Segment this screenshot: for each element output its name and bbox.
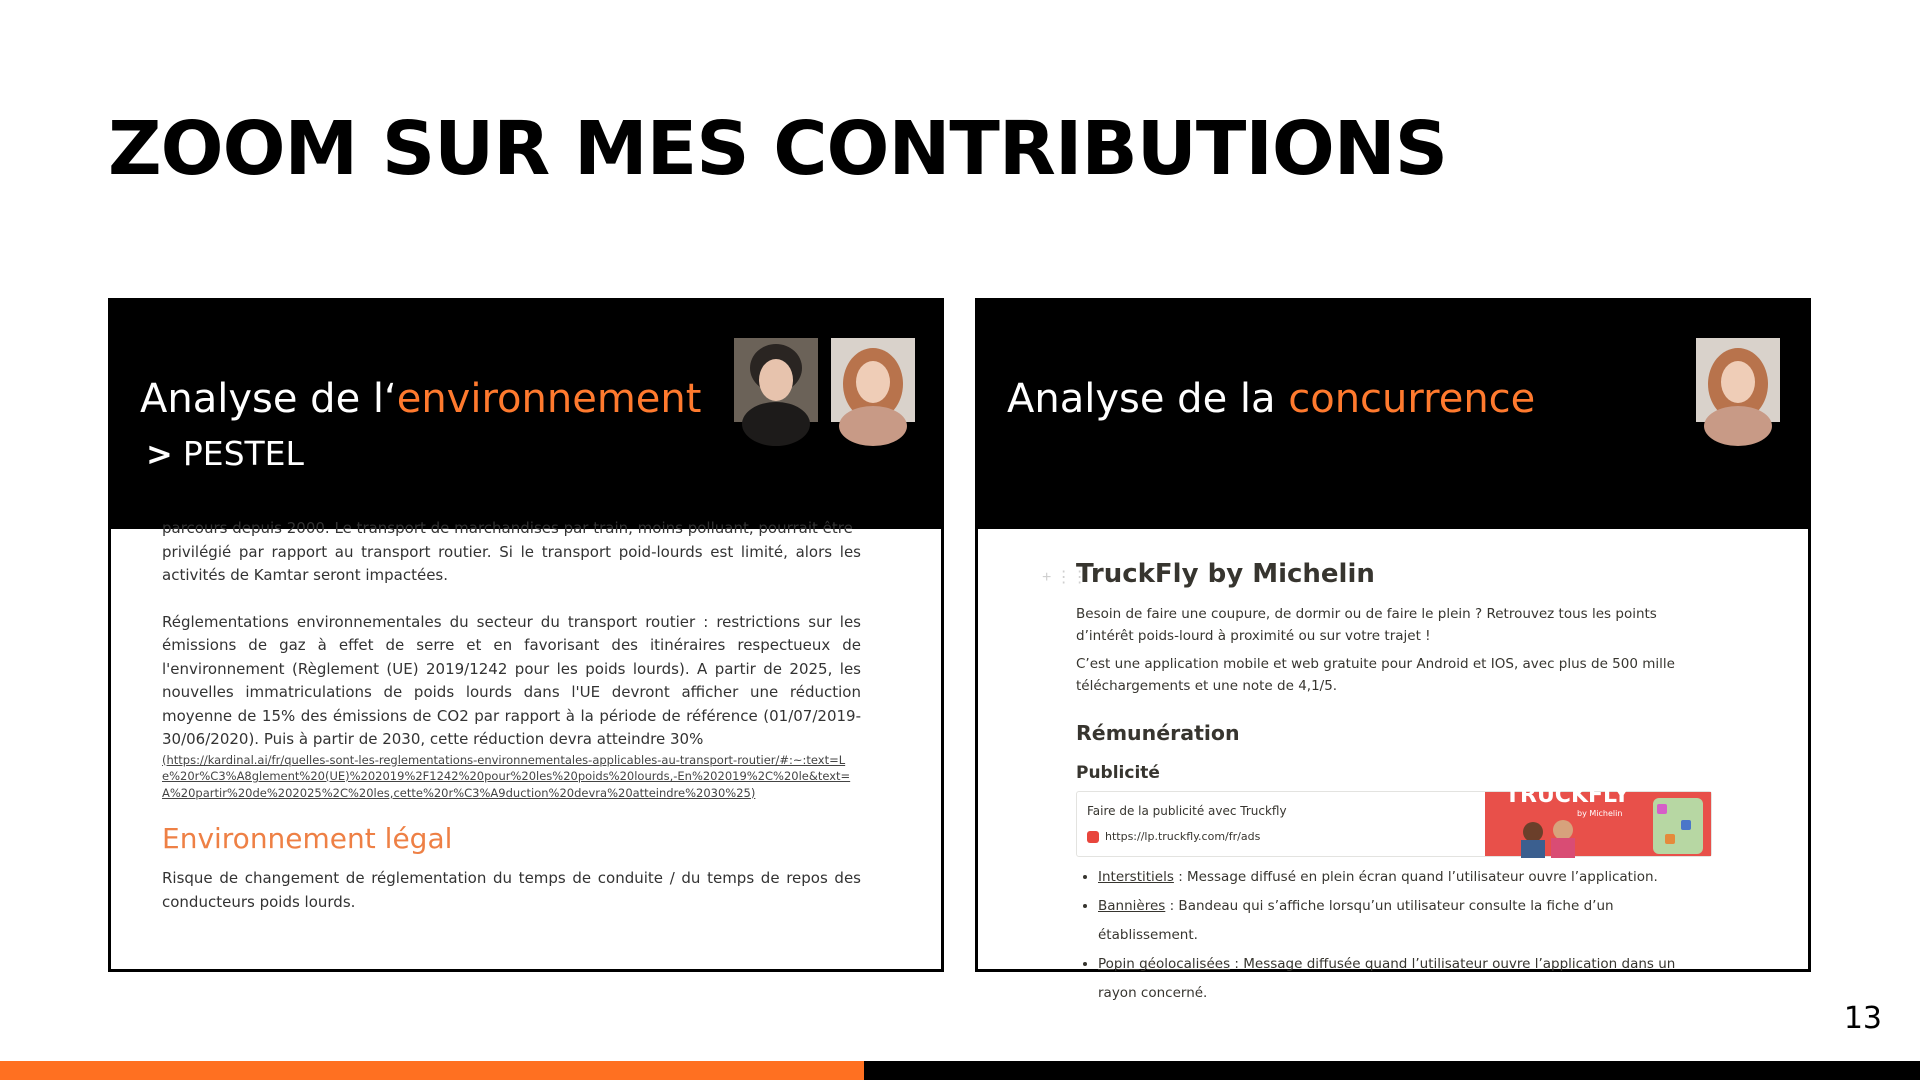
list-text: : Message diffusée quand l’utilisateur ouvre l’application dans un rayon concerné. bbox=[1098, 956, 1676, 1001]
bookmark-url: https://lp.truckfly.com/fr/ads bbox=[1105, 830, 1261, 843]
thumbnail-logo: TRUCKFLY bbox=[1505, 783, 1630, 808]
paragraph: Besoin de faire une coupure, de dormir ou de faire le plein ? Retrouvez tous les points d’intérêt poids-lourd à proximité ou sur votre trajet ! bbox=[1076, 606, 1657, 644]
paragraph: C’est une application mobile et web gratuite pour Android et IOS, avec plus de 500 mille téléchargements et une note de 4,1/5. bbox=[1076, 656, 1675, 694]
avatar bbox=[1696, 338, 1780, 422]
ad-format-list bbox=[1076, 863, 1712, 1008]
card-subtitle bbox=[146, 434, 304, 473]
list-text: : Message diffusé en plein écran quand l’utilisateur ouvre l’application. bbox=[1173, 869, 1658, 885]
paragraph: privilégié par rapport au transport routier. Si le transport poid-lourds est limité, alors les activités de Kamtar seront impactées. bbox=[162, 542, 861, 584]
list-term[interactable]: Popin géolocalisées bbox=[1098, 956, 1231, 972]
footer-bar-black bbox=[864, 1061, 1920, 1080]
card-header bbox=[975, 298, 1811, 526]
subtitle-label: PESTEL bbox=[182, 434, 304, 473]
avatar bbox=[831, 338, 915, 422]
notion-screenshot bbox=[978, 529, 1808, 1001]
drag-handle-icon[interactable]: + ⋮⋮ bbox=[1042, 569, 1088, 586]
web-bookmark[interactable] bbox=[1076, 783, 1712, 857]
card-title-accent: concurrence bbox=[1288, 376, 1536, 422]
paragraph: Réglementations environnementales du secteur du transport routier : restrictions sur les émissions de gaz à effet de serre et en favorisant des itinéraires respectueux de l'environnement (Règlement (UE) 2019/1242 pour les poids lourds). A partir de 2025, les nouvelles immatriculations de poids lourds dans l'UE devront afficher une réduction moyenne de 15% des émissions de CO2 par rapport à la période de référence (01/07/2019-30/06/2020). Puis à partir de 2030, cette réduction devra atteindre 30% bbox=[162, 612, 861, 748]
card-title bbox=[140, 376, 701, 422]
bookmark-text bbox=[1077, 792, 1485, 856]
section-heading: Environnement légal bbox=[162, 822, 453, 855]
list-text: : Bandeau qui s’affiche lorsqu’un utilisateur consulte la fiche d’un établissement. bbox=[1098, 898, 1614, 943]
card-title bbox=[1007, 376, 1535, 422]
slide-title: ZOOM SUR MES CONTRIBUTIONS bbox=[108, 106, 1448, 192]
competition-analysis-card bbox=[975, 298, 1811, 1001]
page-number: 13 bbox=[1843, 1001, 1882, 1036]
notion-title: TruckFly by Michelin bbox=[1076, 559, 1375, 589]
cut-line: parcours depuis 2000. Le transport de marchandises par train, moins polluant, pourrait être bbox=[162, 519, 853, 537]
list-term[interactable]: Bannières bbox=[1098, 898, 1166, 914]
favicon-icon bbox=[1087, 831, 1099, 843]
card-header bbox=[108, 298, 944, 526]
bookmark-url-row bbox=[1087, 830, 1475, 843]
thumbnail-sub: by Michelin bbox=[1577, 809, 1623, 818]
document-screenshot bbox=[111, 519, 941, 969]
notion-heading-3: Publicité bbox=[1076, 763, 1160, 783]
source-link[interactable]: (https://kardinal.ai/fr/quelles-sont-les-reglementations-environnementales-applicables-au-transport-routier/#:~:text=Le%20r%C3%A8glement%20(UE)%202019%2F1242%20pour%20les%20poids%20lourds,-En%202019%2C%20le&text=A%20partir%20de%202025%2C%20les,cette%20r%C3%A9duction%20devra%20atteindre%2030%25) bbox=[162, 752, 851, 800]
card-title-prefix: Analyse de la bbox=[1007, 376, 1289, 422]
notion-page bbox=[1076, 559, 1712, 1008]
bookmark-thumbnail bbox=[1485, 783, 1711, 856]
footer-bar-orange bbox=[0, 1061, 864, 1080]
list-term[interactable]: Interstitiels bbox=[1098, 869, 1174, 885]
notion-heading-2: Rémunération bbox=[1076, 721, 1240, 745]
paragraph: Risque de changement de réglementation du temps de conduite / du temps de repos des conducteurs poids lourds. bbox=[162, 869, 861, 911]
document-text bbox=[162, 519, 861, 914]
environment-analysis-card bbox=[108, 298, 944, 972]
list-item bbox=[1098, 892, 1712, 950]
list-item bbox=[1098, 863, 1712, 892]
card-title-accent: environnement bbox=[396, 376, 702, 422]
list-item bbox=[1098, 950, 1712, 1008]
chevron-right-icon: > bbox=[146, 434, 173, 473]
avatar bbox=[734, 338, 818, 422]
card-title-prefix: Analyse de l‘ bbox=[140, 376, 397, 422]
bookmark-title: Faire de la publicité avec Truckfly bbox=[1087, 804, 1287, 818]
